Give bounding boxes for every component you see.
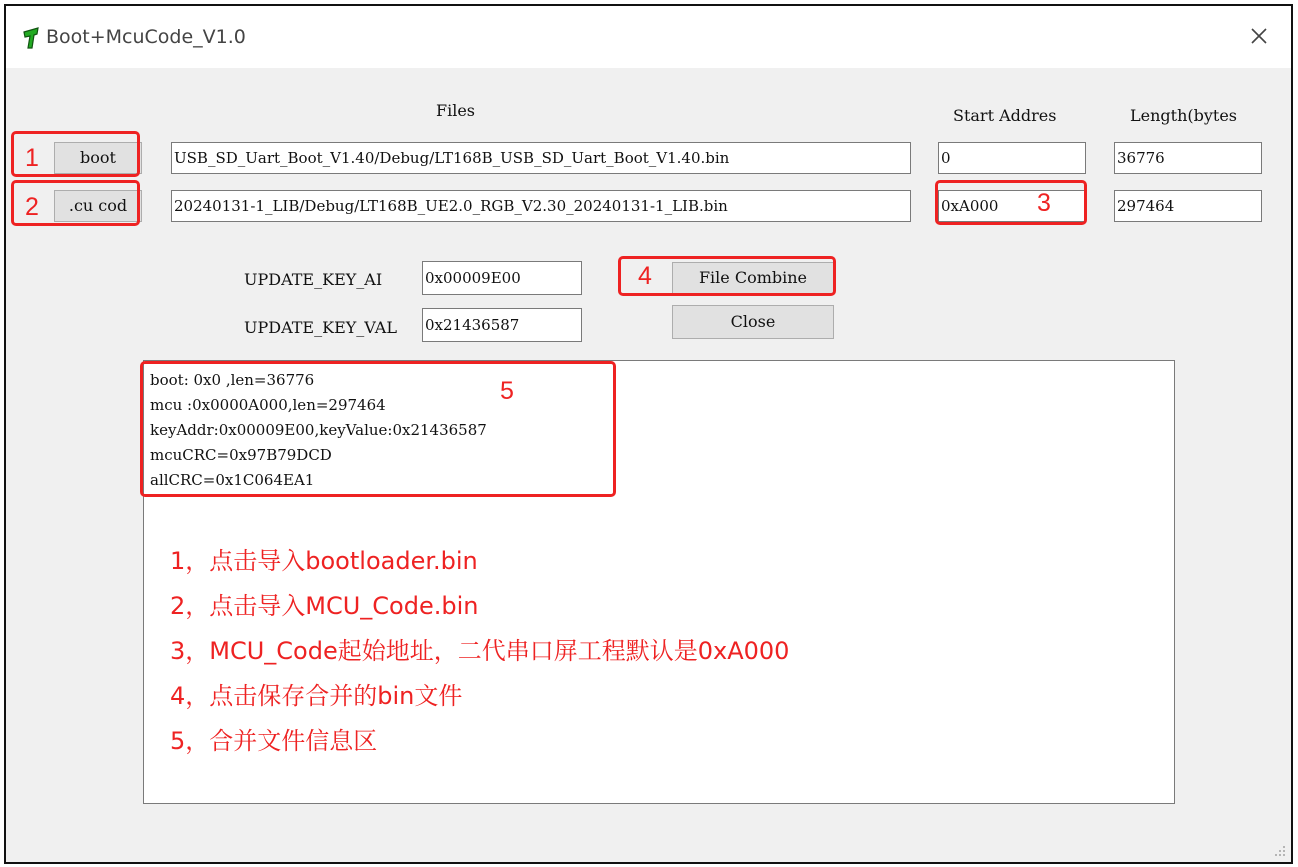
boot-button[interactable]: boot [54,142,142,174]
note-1: 1，点击导入bootloader.bin [170,547,478,575]
note-2: 2，点击导入MCU_Code.bin [170,592,479,620]
app-window [4,4,1293,864]
mcu-file-path-field[interactable]: 20240131-1_LIB/Debug/LT168B_UE2.0_RGB_V2.30_20240131-1_LIB.bin [171,190,911,222]
file-combine-button[interactable]: File Combine [672,262,834,294]
update-key-addr-field[interactable]: 0x00009E00 [422,261,582,295]
boot-length-field[interactable]: 36776 [1114,142,1262,174]
info-line-mcu-crc: mcuCRC=0x97B79DCD [150,446,332,464]
info-line-boot: boot: 0x0 ,len=36776 [150,371,315,389]
combine-info-area[interactable] [143,360,1175,804]
info-line-key: keyAddr:0x00009E00,keyValue:0x21436587 [150,421,487,439]
info-line-all-crc: allCRC=0x1C064EA1 [150,471,315,489]
app-icon [22,26,42,50]
note-4: 4，点击保存合并的bin文件 [170,682,463,710]
update-key-addr-label: UPDATE_KEY_AI [244,270,383,289]
mcu-code-button[interactable]: .cu cod [54,190,142,222]
mcu-length-field[interactable]: 297464 [1114,190,1262,222]
mcu-start-address-field[interactable]: 0xA000 [938,190,1086,222]
note-5: 5，合并文件信息区 [170,727,378,755]
update-key-val-label: UPDATE_KEY_VAL [244,318,397,337]
update-key-val-field[interactable]: 0x21436587 [422,308,582,342]
badge-2: 2 [25,193,39,221]
info-line-mcu: mcu :0x0000A000,len=297464 [150,396,386,414]
resize-grip-icon[interactable] [1273,844,1287,858]
window-title: Boot+McuCode_V1.0 [46,26,246,48]
badge-4: 4 [638,262,652,290]
start-address-header: Start Addres [953,106,1057,125]
boot-file-path-field[interactable]: USB_SD_Uart_Boot_V1.40/Debug/LT168B_USB_SD_Uart_Boot_V1.40.bin [171,142,911,174]
boot-start-address-field[interactable]: 0 [938,142,1086,174]
badge-1: 1 [25,144,39,172]
files-header: Files [436,101,476,120]
length-header: Length(bytes [1130,106,1238,125]
badge-5: 5 [500,377,514,405]
title-bar[interactable] [6,6,1291,68]
note-3: 3，MCU_Code起始地址，二代串口屏工程默认是0xA000 [170,637,790,665]
badge-3: 3 [1037,189,1051,217]
close-icon[interactable] [1245,22,1273,50]
close-button[interactable]: Close [672,305,834,339]
